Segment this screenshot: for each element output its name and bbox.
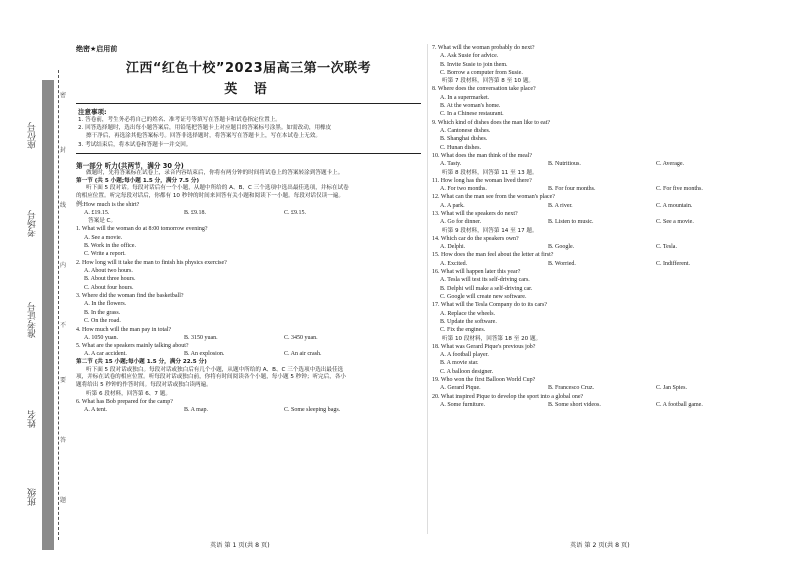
option: B. Google.: [548, 243, 575, 250]
option: B. 3150 yuan.: [184, 334, 218, 341]
options-row: [432, 401, 782, 409]
seal-bar: [42, 80, 54, 550]
question: 14. Which car do the speakers own?: [432, 235, 519, 242]
option: A. Go for dinner.: [440, 219, 482, 226]
option: A. Excited.: [440, 260, 468, 267]
option: B. Delphi will make a self-driving car.: [440, 285, 533, 292]
question: 13. What will the speakers do next?: [432, 211, 518, 218]
option: B. £9.18.: [184, 210, 207, 217]
material-instruction: 听第 10 段材料，回答第 18 至 20 题。: [442, 335, 542, 342]
option: C. Average.: [656, 161, 685, 168]
exam-room-label: 考场号: [28, 210, 38, 237]
section-one-title: 第一节 (共 5 小题;每小题 1.5 分，满分 7.5 分): [76, 177, 200, 184]
option: B. For four months.: [548, 186, 596, 193]
notice-item: 擦干净后，再选涂其他答案标号。回答非选择题时，将答案写在答题卡上，写在本试卷上无效。: [86, 133, 321, 140]
question: 15. How does the man feel about the letter at first?: [432, 252, 554, 259]
options-row: [432, 384, 782, 392]
option: C. Hunan dishes.: [440, 144, 481, 151]
option: B. Some short videos.: [548, 402, 601, 408]
option: A. In a supermarket.: [440, 94, 490, 101]
option: A. £19.15.: [84, 210, 110, 217]
option: C. For five months.: [656, 186, 703, 193]
option: C. 3450 yuan.: [284, 334, 318, 341]
seat-number-label: 座位号: [28, 122, 38, 149]
part-one-intro: 做题时，先将答案标在试卷上，录音内容结束后，你将有两分钟的时间将试卷上的答案转涂到答题卡上。: [86, 169, 344, 176]
option: C. Borrow a computer from Susie.: [440, 70, 523, 77]
option: C. £9.15.: [284, 210, 307, 217]
part-one-title: 第一部分 听力(共两节，满分 30 分): [76, 161, 184, 170]
option: A. Replace the wheels.: [440, 310, 496, 317]
option: C. Jan Spies.: [656, 385, 688, 392]
option: A. 1050 yuan.: [84, 334, 118, 341]
right-column: [432, 44, 782, 409]
option: A. About two hours.: [84, 268, 133, 275]
question: 3. Where did the woman find the basketball?: [76, 293, 184, 300]
option: B. Listen to music.: [548, 219, 594, 226]
option: A. Delphi.: [440, 243, 466, 250]
seal-char: 线: [60, 202, 67, 209]
seal-char: 题: [60, 497, 67, 504]
question: 2. How long will it take the man to finish his physics exercise?: [76, 259, 227, 266]
question: 16. What will happen later this year?: [432, 268, 521, 275]
option: B. Invite Susie to join them.: [440, 61, 508, 68]
notice-item: 3. 考试结束后，将本试卷和答题卡一并交回。: [78, 141, 192, 148]
question: 7. What will the woman probably do next?: [432, 45, 535, 51]
option: C. In a Chinese restaurant.: [440, 111, 504, 118]
option: C. A balloon designer.: [440, 368, 494, 375]
material-instruction: 听第 7 段材料，回答第 8 至 10 题。: [442, 78, 535, 85]
options-row: [432, 243, 782, 251]
option: A. A football player.: [440, 351, 489, 358]
option: A. A park.: [440, 202, 465, 209]
option: A. In the flowers.: [84, 301, 127, 308]
section-one-desc: 的相应位置。听完每段对话后，你都有 10 秒钟的时间来回答有关小题和阅读下一小题。每段对话仅读一遍。: [76, 193, 344, 200]
question: 6. What has Bob prepared for the camp?: [76, 399, 173, 406]
option: A. For two months.: [440, 186, 487, 193]
option: B. In the grass.: [84, 309, 121, 316]
option: B. Update the software.: [440, 318, 497, 325]
section-one-desc: 听下面 5 段对话。每段对话后有一个小题，从题中所给的 A、B、C 三个选项中选出最佳选项，并标在试卷: [86, 185, 349, 192]
question: 12. What can the man see from the woman's place?: [432, 194, 555, 201]
option: C. An air crash.: [284, 351, 322, 358]
notice-item: 2. 回答选择题时，选出每小题答案后，用铅笔把答题卡上对应题目的答案标号涂黑。如需改动，用橡皮: [78, 125, 332, 132]
example-answer: 答案是 C。: [88, 217, 117, 224]
class-label: 班级: [28, 488, 38, 506]
exam-subject: 英 语: [224, 82, 273, 97]
notice-box: [76, 103, 421, 154]
option: A. Gerard Pique.: [440, 385, 481, 392]
footer-page-right: 英语 第 2 页(共 8 页): [570, 542, 630, 549]
options-row: [432, 185, 782, 193]
material-instruction: 听第 6 段材料，回答第 6、7 题。: [86, 391, 171, 398]
seal-line: [58, 70, 60, 540]
notice-item: 1. 答卷前，考生务必将自己的姓名、准考证号等填写在答题卡和试卷指定位置上。: [78, 117, 281, 123]
option: C. Write a report.: [84, 251, 126, 258]
option: C. Fix the engines.: [440, 327, 486, 334]
option: B. Nutritious.: [548, 161, 581, 168]
options-row: [432, 218, 782, 226]
option: A. A tent.: [84, 407, 108, 414]
options-row: [76, 350, 421, 358]
option: B. Shanghai dishes.: [440, 136, 488, 143]
confidential-mark: 绝密★启用前: [76, 45, 118, 53]
seal-char: 密: [60, 92, 67, 99]
name-label: 姓名: [28, 410, 38, 428]
option: B. Worried.: [548, 260, 576, 267]
option: B. At the woman's home.: [440, 103, 501, 110]
notice-title: 注意事项:: [78, 108, 107, 116]
option: A. See a movie.: [84, 234, 123, 241]
options-row: [76, 334, 421, 342]
seal-char: 答: [60, 437, 67, 444]
option: C. See a movie.: [656, 219, 694, 226]
option: C. Google will create new software.: [440, 293, 527, 300]
question: 18. What was Gerard Pique's previous job?: [432, 343, 536, 350]
question: 8. Where does the conversation take place?: [432, 86, 536, 93]
material-instruction: 听第 9 段材料，回答第 14 至 17 题。: [442, 227, 538, 234]
option: C. Indifferent.: [656, 260, 691, 267]
option: B. Francesco Cruz.: [548, 385, 594, 392]
option: B. Work in the office.: [84, 243, 136, 250]
option: C. Some sleeping bags.: [284, 407, 341, 414]
left-question-list: [76, 225, 421, 358]
right-question-list: [432, 44, 782, 409]
question: 19. Who won the first Balloon World Cup?: [432, 377, 536, 384]
option: C. A mountain.: [656, 202, 693, 209]
options-row: [432, 260, 782, 268]
column-divider: [427, 44, 428, 534]
section-two-desc: 听下面 5 段对话或独白。每段对话或独白后有几个小题，从题中所给的 A、B、C 三个选项中选出最佳选: [86, 366, 344, 373]
question: 11. How long has the woman lived there?: [432, 177, 532, 184]
question: 4. How much will the man pay in total?: [76, 326, 172, 333]
option: C. On the road.: [84, 318, 121, 325]
options-row: [432, 160, 782, 168]
option: C. Tesla.: [656, 243, 677, 250]
option: B. A movie star.: [440, 360, 479, 367]
example-question: 例:How much is the shirt?: [76, 202, 140, 208]
option: A. A car accident.: [84, 351, 127, 358]
options-row: [76, 406, 421, 414]
question: 20. What inspired Pique to develop the sport into a global one?: [432, 393, 584, 400]
option: B. A map.: [184, 407, 209, 414]
example-options: [76, 209, 421, 217]
option: A. Some furniture.: [440, 402, 485, 408]
material-instruction: 听第 8 段材料，回答第 11 至 13 题。: [442, 169, 538, 176]
question: 9. Which kind of dishes does the man like to eat?: [432, 119, 551, 126]
option: A. Tesla will test its self-driving cars.: [440, 277, 530, 284]
seal-char: 不: [60, 322, 67, 329]
question: 17. What will the Tesla Company do to its cars?: [432, 302, 548, 309]
question: 10. What does the man think of the meal?: [432, 153, 533, 160]
left-column: [76, 44, 421, 415]
option: B. About three hours.: [84, 276, 136, 283]
section-two-title: 第二节 (共 15 小题;每小题 1.5 分，满分 22.5 分): [76, 358, 207, 365]
option: C. About four hours.: [84, 284, 134, 291]
section-two-desc: 题将给出 5 秒钟的作答时间。每段对话或独白读两遍。: [76, 382, 212, 389]
option: A. Tasty.: [440, 161, 462, 168]
section-two-desc: 项，并标在试卷的相应位置。听每段对话或独白前，你将有时间阅读各个小题，每小题 5 秒钟；听完后，各小: [76, 374, 347, 381]
option: A. Cantonese dishes.: [440, 128, 491, 135]
options-row: [432, 202, 782, 210]
seal-char: 要: [60, 377, 67, 384]
seal-char: 封: [60, 147, 67, 154]
exam-title: 江西“红色十校”2023届高三第一次联考: [125, 61, 372, 76]
question: 5. What are the speakers mainly talking about?: [76, 343, 189, 350]
question: 1. What will the woman do at 8:00 tomorrow evening?: [76, 226, 208, 233]
binding-strip: [8, 70, 67, 540]
admission-number-label: 准考证号: [28, 302, 38, 338]
option: A. Ask Susie for advice.: [440, 53, 499, 60]
option: B. A river.: [548, 202, 573, 209]
footer-page-left: 英语 第 1 页(共 8 页): [210, 542, 270, 549]
seal-char: 内: [60, 262, 67, 269]
option: B. An explosion.: [184, 351, 225, 358]
option: C. A football game.: [656, 402, 703, 408]
